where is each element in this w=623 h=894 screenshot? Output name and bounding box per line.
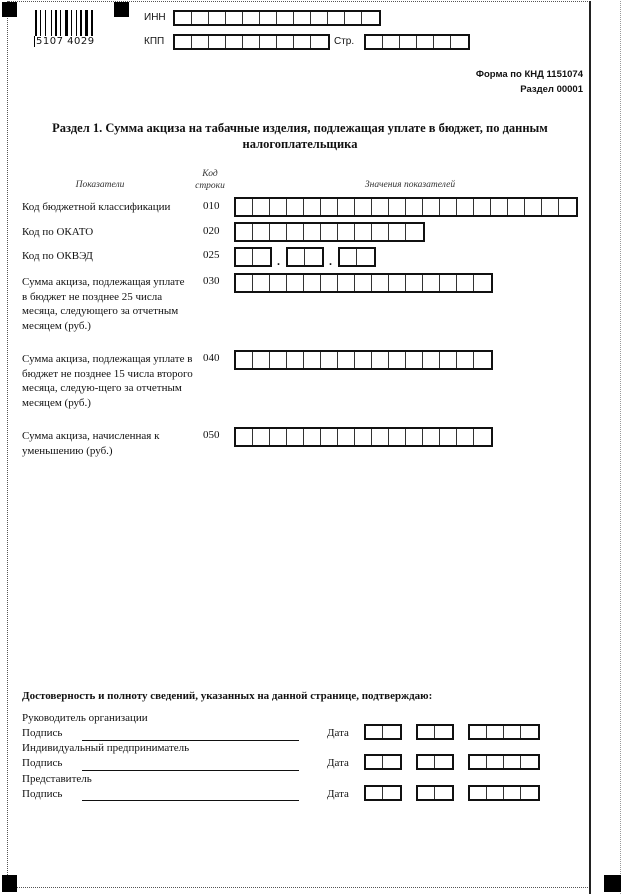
okved-separator-2: . — [329, 254, 332, 268]
char-cell[interactable] — [321, 429, 338, 445]
char-cell[interactable] — [175, 36, 192, 48]
signature-line-entrepreneur[interactable] — [82, 770, 299, 771]
char-cell[interactable] — [294, 36, 311, 48]
char-cell[interactable] — [253, 275, 270, 291]
inn-label: ИНН — [144, 12, 166, 23]
char-cell[interactable] — [504, 726, 521, 738]
char-cell[interactable] — [389, 275, 406, 291]
char-cell[interactable] — [457, 352, 474, 368]
char-cell[interactable] — [423, 352, 440, 368]
barcode-bar — [45, 10, 46, 36]
row-label-010: Код бюджетной классификации — [22, 201, 171, 213]
char-cell[interactable] — [417, 36, 434, 48]
barcode-bar — [69, 10, 70, 36]
char-cell[interactable] — [372, 224, 389, 240]
char-cell[interactable] — [487, 726, 504, 738]
barcode-bar — [42, 10, 44, 36]
barcode-bar — [80, 10, 82, 36]
okved-field-part3[interactable] — [338, 247, 376, 267]
barcode-number: 5107 4029 — [36, 36, 95, 47]
row-code-025: 025 — [203, 249, 220, 261]
excise-due-25th-field[interactable] — [234, 273, 493, 293]
char-cell[interactable] — [383, 787, 400, 799]
char-cell[interactable] — [277, 36, 294, 48]
barcode-bar — [73, 10, 75, 36]
row-label-050: Сумма акциза, начисленная к уменьшению (руб.) — [22, 430, 160, 457]
char-cell[interactable] — [226, 12, 243, 24]
barcode-bar — [91, 10, 93, 36]
column-header-row-code-line1: Код — [202, 169, 218, 179]
date-year-head[interactable] — [468, 724, 540, 740]
section-code: Раздел 00001 — [520, 84, 583, 95]
char-cell[interactable] — [525, 199, 542, 215]
page-number-field[interactable] — [364, 34, 470, 50]
row-label-025: Код по ОКВЭД — [22, 250, 93, 262]
row-code-010: 010 — [203, 200, 220, 212]
char-cell[interactable] — [338, 199, 355, 215]
date-year-entrepreneur[interactable] — [468, 754, 540, 770]
barcode-icon — [35, 10, 99, 36]
char-cell[interactable] — [304, 275, 321, 291]
barcode-bar — [40, 10, 41, 36]
signature-label-head: Подпись — [22, 727, 63, 739]
section-title — [20, 120, 580, 152]
kbk-field[interactable] — [234, 197, 578, 217]
char-cell[interactable] — [321, 224, 338, 240]
char-cell[interactable] — [366, 36, 383, 48]
char-cell[interactable] — [338, 224, 355, 240]
char-cell[interactable] — [304, 224, 321, 240]
page-border-left — [7, 1, 8, 887]
signer-role-entrepreneur: Индивидуальный предприниматель — [22, 742, 190, 754]
kpp-label: КПП — [144, 36, 165, 47]
char-cell[interactable] — [260, 12, 277, 24]
corner-marker-bottom-right — [604, 875, 621, 892]
char-cell[interactable] — [253, 224, 270, 240]
excise-reduction-field[interactable] — [234, 427, 493, 447]
corner-marker-bottom-left — [2, 875, 17, 892]
char-cell[interactable] — [236, 275, 253, 291]
char-cell[interactable] — [321, 352, 338, 368]
row-code-040: 040 — [203, 352, 220, 364]
char-cell[interactable] — [357, 249, 374, 265]
char-cell[interactable] — [418, 756, 435, 768]
char-cell[interactable] — [305, 249, 322, 265]
barcode-bar — [58, 10, 59, 36]
char-cell[interactable] — [521, 787, 538, 799]
char-cell[interactable] — [474, 352, 491, 368]
char-cell[interactable] — [226, 36, 243, 48]
confirmation-heading: Достоверность и полноту сведений, указанных на данной странице, подтверждаю: — [22, 690, 433, 702]
barcode-bar — [65, 10, 68, 36]
barcode-bar — [78, 10, 79, 36]
char-cell[interactable] — [406, 275, 423, 291]
barcode-bar — [38, 10, 39, 36]
char-cell[interactable] — [304, 352, 321, 368]
char-cell[interactable] — [192, 36, 209, 48]
char-cell[interactable] — [243, 12, 260, 24]
barcode-bar — [51, 10, 52, 36]
char-cell[interactable] — [287, 429, 304, 445]
char-cell[interactable] — [406, 224, 423, 240]
char-cell[interactable] — [236, 429, 253, 445]
char-cell[interactable] — [435, 787, 452, 799]
char-cell[interactable] — [287, 199, 304, 215]
char-cell[interactable] — [270, 199, 287, 215]
char-cell[interactable] — [521, 726, 538, 738]
signer-role-head: Руководитель организации — [22, 712, 148, 724]
char-cell[interactable] — [542, 199, 559, 215]
char-cell[interactable] — [253, 249, 270, 265]
date-label-representative: Дата — [327, 788, 349, 800]
char-cell[interactable] — [355, 275, 372, 291]
char-cell[interactable] — [440, 429, 457, 445]
char-cell[interactable] — [311, 36, 328, 48]
char-cell[interactable] — [418, 787, 435, 799]
char-cell[interactable] — [504, 756, 521, 768]
char-cell[interactable] — [270, 275, 287, 291]
page-border-right — [589, 1, 591, 894]
char-cell[interactable] — [434, 36, 451, 48]
column-header-row-code-line2: строки — [195, 181, 225, 191]
char-cell[interactable] — [435, 726, 452, 738]
barcode-bar — [94, 10, 95, 36]
char-cell[interactable] — [372, 275, 389, 291]
char-cell[interactable] — [423, 429, 440, 445]
char-cell[interactable] — [474, 199, 491, 215]
char-cell[interactable] — [389, 224, 406, 240]
row-label-040: Сумма акциза, подлежащая уплате в бюджет не позднее 15 числа второго месяца, следую-щего за отчетным месяцем (руб.) — [22, 353, 193, 409]
barcode-bar — [76, 10, 77, 36]
page-edge — [620, 1, 621, 894]
column-header-values: Значения показателей — [364, 180, 456, 190]
section-title-line2: налогоплательщика — [242, 137, 358, 151]
char-cell[interactable] — [389, 352, 406, 368]
char-cell[interactable] — [209, 12, 226, 24]
date-month-representative[interactable] — [416, 785, 454, 801]
char-cell[interactable] — [321, 199, 338, 215]
char-cell[interactable] — [423, 275, 440, 291]
char-cell[interactable] — [288, 249, 305, 265]
barcode-bar — [55, 10, 57, 36]
char-cell[interactable] — [474, 429, 491, 445]
row-label-020: Код по ОКАТО — [22, 226, 94, 238]
char-cell[interactable] — [287, 224, 304, 240]
signature-line-head[interactable] — [82, 740, 299, 741]
char-cell[interactable] — [423, 199, 440, 215]
char-cell[interactable] — [440, 352, 457, 368]
char-cell[interactable] — [451, 36, 468, 48]
char-cell[interactable] — [372, 352, 389, 368]
char-cell[interactable] — [236, 224, 253, 240]
char-cell[interactable] — [366, 787, 383, 799]
excise-due-15th-field[interactable] — [234, 350, 493, 370]
char-cell[interactable] — [345, 12, 362, 24]
char-cell[interactable] — [470, 726, 487, 738]
char-cell[interactable] — [311, 12, 328, 24]
char-cell[interactable] — [294, 12, 311, 24]
barcode-bar — [60, 10, 61, 36]
char-cell[interactable] — [270, 429, 287, 445]
char-cell[interactable] — [287, 352, 304, 368]
date-year-representative[interactable] — [468, 785, 540, 801]
char-cell[interactable] — [366, 726, 383, 738]
char-cell[interactable] — [243, 36, 260, 48]
barcode-bar — [71, 10, 72, 36]
char-cell[interactable] — [304, 429, 321, 445]
char-cell[interactable] — [236, 199, 253, 215]
page-number-label: Стр. — [334, 36, 355, 47]
char-cell[interactable] — [355, 199, 372, 215]
signature-line-representative[interactable] — [82, 800, 299, 801]
row-code-030: 030 — [203, 275, 220, 287]
char-cell[interactable] — [260, 36, 277, 48]
corner-marker-top-center — [114, 2, 129, 17]
char-cell[interactable] — [372, 429, 389, 445]
char-cell[interactable] — [457, 429, 474, 445]
char-cell[interactable] — [287, 275, 304, 291]
char-cell[interactable] — [470, 787, 487, 799]
char-cell[interactable] — [270, 352, 287, 368]
char-cell[interactable] — [355, 352, 372, 368]
row-label-030: Сумма акциза, подлежащая уплате в бюджет не позднее 25 числа месяца, следующего за отчетным месяцем (руб.) — [22, 276, 185, 332]
okved-field-part1[interactable] — [234, 247, 272, 267]
page-border-top — [8, 1, 590, 2]
date-day-entrepreneur[interactable] — [364, 754, 402, 770]
barcode-bar — [47, 10, 50, 36]
date-label-entrepreneur: Дата — [327, 757, 349, 769]
char-cell[interactable] — [253, 199, 270, 215]
char-cell[interactable] — [440, 275, 457, 291]
date-day-head[interactable] — [364, 724, 402, 740]
date-day-representative[interactable] — [364, 785, 402, 801]
char-cell[interactable] — [277, 12, 294, 24]
corner-marker-top-left — [2, 2, 17, 17]
barcode-bar — [62, 10, 64, 36]
okved-field-part2[interactable] — [286, 247, 324, 267]
date-label-head: Дата — [327, 727, 349, 739]
column-header-row-code — [190, 168, 230, 192]
barcode-bar — [83, 10, 84, 36]
char-cell[interactable] — [328, 12, 345, 24]
section-title-line1: Раздел 1. Сумма акциза на табачные изделия, подлежащая уплате в бюджет, по данным — [52, 121, 548, 135]
char-cell[interactable] — [355, 429, 372, 445]
char-cell[interactable] — [521, 756, 538, 768]
char-cell[interactable] — [400, 36, 417, 48]
char-cell[interactable] — [406, 199, 423, 215]
signer-role-representative: Представитель — [22, 773, 92, 785]
char-cell[interactable] — [508, 199, 525, 215]
page-border-bottom — [8, 887, 590, 888]
column-header-indicators: Показатели — [75, 180, 125, 190]
char-cell[interactable] — [338, 429, 355, 445]
char-cell[interactable] — [474, 275, 491, 291]
okved-separator-1: . — [277, 254, 280, 268]
char-cell[interactable] — [504, 787, 521, 799]
kpp-field[interactable] — [173, 34, 330, 50]
date-month-entrepreneur[interactable] — [416, 754, 454, 770]
char-cell[interactable] — [487, 756, 504, 768]
barcode-bar — [85, 10, 88, 36]
char-cell[interactable] — [253, 429, 270, 445]
form-code: Форма по КНД 1151074 — [475, 69, 583, 80]
char-cell[interactable] — [192, 12, 209, 24]
char-cell[interactable] — [338, 352, 355, 368]
char-cell[interactable] — [440, 199, 457, 215]
signature-label-entrepreneur: Подпись — [22, 757, 63, 769]
char-cell[interactable] — [389, 199, 406, 215]
char-cell[interactable] — [383, 756, 400, 768]
char-cell[interactable] — [470, 756, 487, 768]
char-cell[interactable] — [362, 12, 379, 24]
char-cell[interactable] — [383, 36, 400, 48]
signature-label-representative: Подпись — [22, 788, 63, 800]
char-cell[interactable] — [372, 199, 389, 215]
okato-field[interactable] — [234, 222, 425, 242]
char-cell[interactable] — [209, 36, 226, 48]
char-cell[interactable] — [236, 352, 253, 368]
char-cell[interactable] — [175, 12, 192, 24]
char-cell[interactable] — [383, 726, 400, 738]
barcode-bar — [35, 10, 37, 36]
char-cell[interactable] — [340, 249, 357, 265]
char-cell[interactable] — [457, 199, 474, 215]
char-cell[interactable] — [457, 275, 474, 291]
char-cell[interactable] — [406, 429, 423, 445]
barcode-bar — [53, 10, 54, 36]
barcode-bar — [89, 10, 90, 36]
char-cell[interactable] — [487, 787, 504, 799]
char-cell[interactable] — [338, 275, 355, 291]
char-cell[interactable] — [304, 199, 321, 215]
char-cell[interactable] — [253, 352, 270, 368]
char-cell[interactable] — [321, 275, 338, 291]
char-cell[interactable] — [270, 224, 287, 240]
char-cell[interactable] — [418, 726, 435, 738]
char-cell[interactable] — [559, 199, 576, 215]
row-code-050: 050 — [203, 429, 220, 441]
char-cell[interactable] — [406, 352, 423, 368]
char-cell[interactable] — [366, 756, 383, 768]
char-cell[interactable] — [435, 756, 452, 768]
date-month-head[interactable] — [416, 724, 454, 740]
char-cell[interactable] — [389, 429, 406, 445]
char-cell[interactable] — [491, 199, 508, 215]
char-cell[interactable] — [355, 224, 372, 240]
row-code-020: 020 — [203, 225, 220, 237]
inn-field[interactable] — [173, 10, 381, 26]
char-cell[interactable] — [236, 249, 253, 265]
